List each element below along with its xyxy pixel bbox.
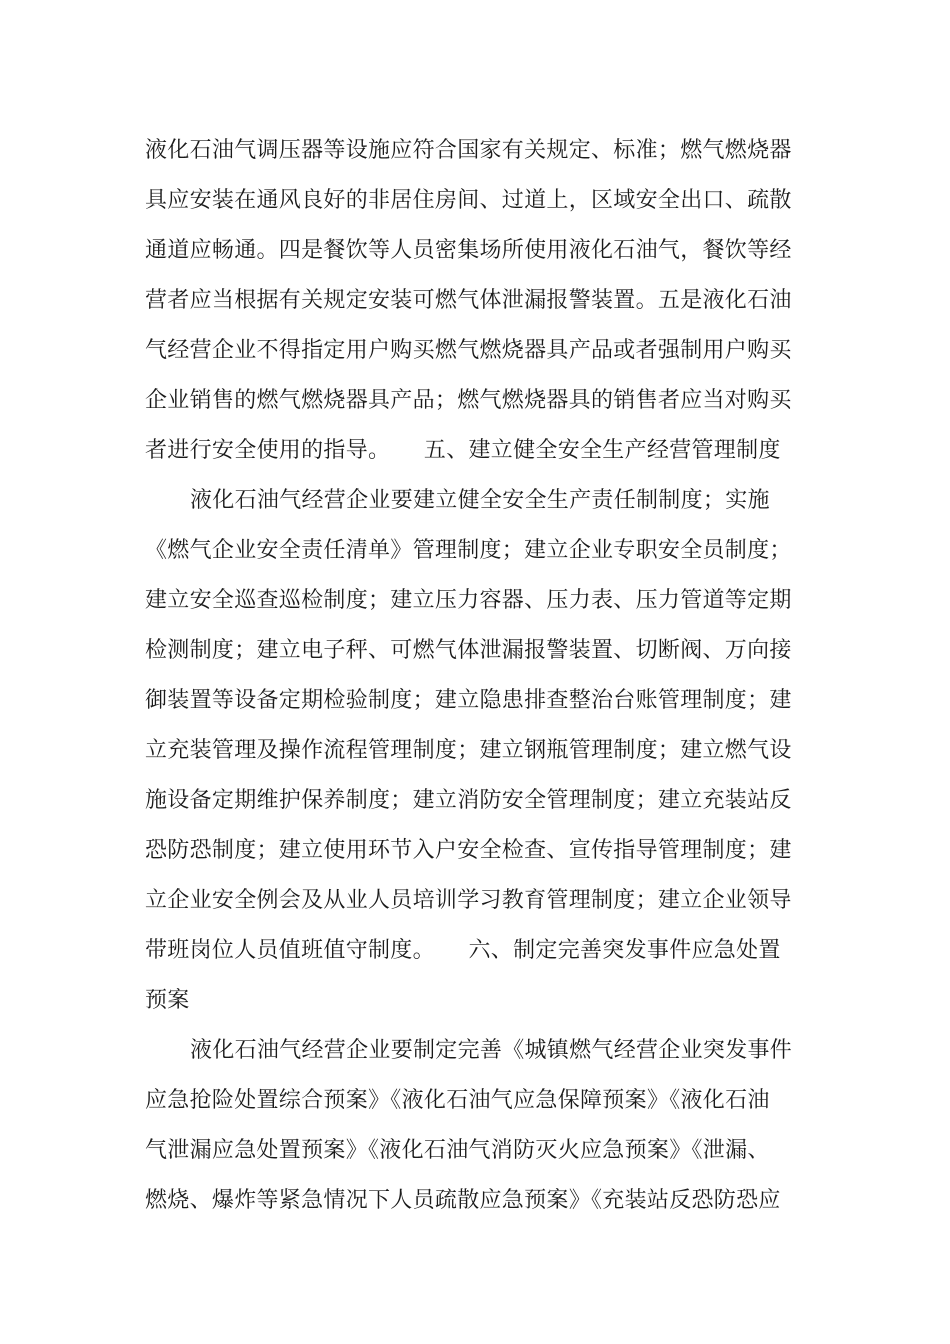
text-line: 气经营企业不得指定用户购买燃气燃烧器具产品或者强制用户购买 xyxy=(145,338,792,363)
text-line: 建立安全巡查巡检制度；建立压力容器、压力表、压力管道等定期 xyxy=(145,588,792,613)
text-line: 御装置等设备定期检验制度；建立隐患排查整治台账管理制度；建 xyxy=(145,688,792,713)
text-line: 燃烧、爆炸等紧急情况下人员疏散应急预案》《充装站反恐防恐应 xyxy=(145,1188,781,1213)
text-line: 通道应畅通。四是餐饮等人员密集场所使用液化石油气，餐饮等经 xyxy=(145,238,792,263)
paragraph-first-line: 液化石油气经营企业要建立健全安全生产责任制制度；实施 xyxy=(190,488,770,513)
text-line: 具应安装在通风良好的非居住房间、过道上，区域安全出口、疏散 xyxy=(145,188,792,213)
text-line: 者进行安全使用的指导。 五、建立健全安全生产经营管理制度 xyxy=(145,438,781,463)
text-line: 《燃气企业安全责任清单》管理制度；建立企业专职安全员制度； xyxy=(145,538,792,563)
text-line: 施设备定期维护保养制度；建立消防安全管理制度；建立充装站反 xyxy=(145,788,792,813)
text-line: 应急抢险处置综合预案》《液化石油气应急保障预案》《液化石油 xyxy=(145,1088,770,1113)
text-line: 预案 xyxy=(145,988,190,1013)
text-line: 企业销售的燃气燃烧器具产品；燃气燃烧器具的销售者应当对购买 xyxy=(145,388,792,413)
text-line: 带班岗位人员值班值守制度。 六、制定完善突发事件应急处置 xyxy=(145,938,781,963)
text-line: 恐防恐制度；建立使用环节入户安全检查、宣传指导管理制度；建 xyxy=(145,838,792,863)
paragraph-first-line: 液化石油气经营企业要制定完善《城镇燃气经营企业突发事件 xyxy=(190,1038,793,1063)
text-line: 检测制度；建立电子秤、可燃气体泄漏报警装置、切断阀、万向接 xyxy=(145,638,792,663)
text-line: 立充装管理及操作流程管理制度；建立钢瓶管理制度；建立燃气设 xyxy=(145,738,792,763)
text-line: 立企业安全例会及从业人员培训学习教育管理制度；建立企业领导 xyxy=(145,888,792,913)
text-line: 液化石油气调压器等设施应符合国家有关规定、标准；燃气燃烧器 xyxy=(145,138,792,163)
text-line: 气泄漏应急处置预案》《液化石油气消防灭火应急预案》《泄漏、 xyxy=(145,1138,770,1163)
text-line: 营者应当根据有关规定安装可燃气体泄漏报警装置。五是液化石油 xyxy=(145,288,792,313)
